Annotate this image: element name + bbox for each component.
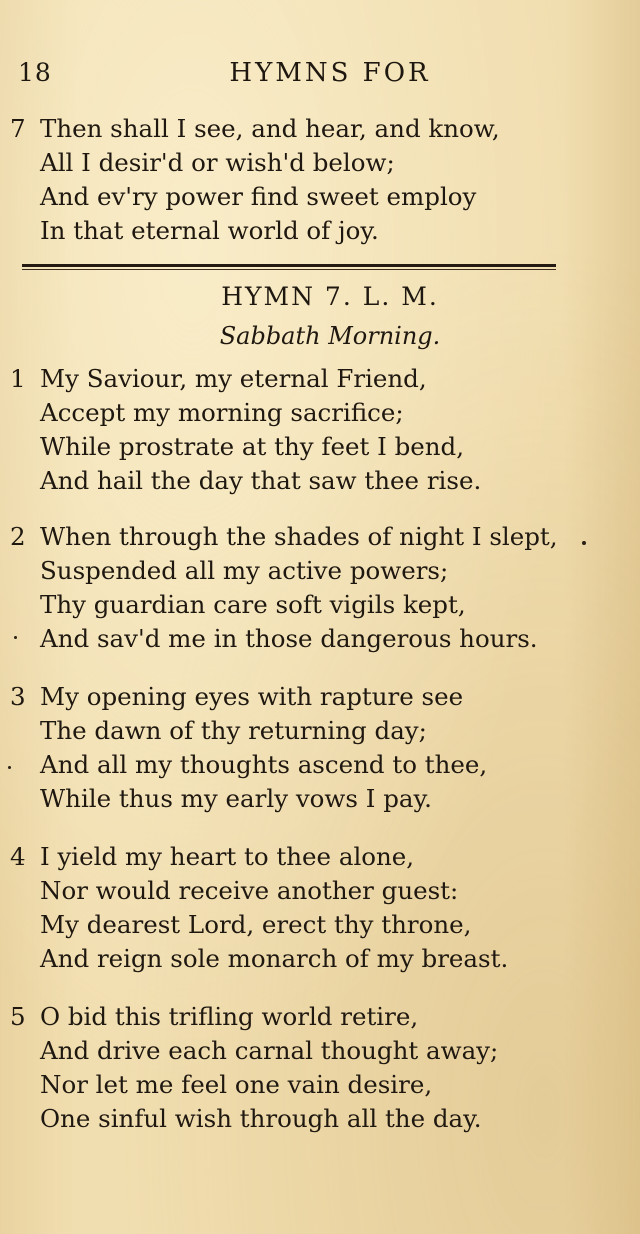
verse-text: Then shall I see, and hear, and know, <box>40 114 500 143</box>
verse-text: One sinful wish through all the day. <box>40 1104 482 1133</box>
verse-line <box>0 180 640 214</box>
verse-line <box>0 588 640 622</box>
stanza-number: 4 <box>10 842 26 871</box>
stanza-number: 5 <box>10 1002 26 1031</box>
stanza-2 <box>0 520 640 656</box>
verse-text: I yield my heart to thee alone, <box>40 842 415 871</box>
verse-text: All I desir'd or wish'd below; <box>40 148 395 177</box>
verse-text: Nor let me feel one vain desire, <box>40 1070 433 1099</box>
page-number: 18 <box>18 58 52 87</box>
verse-line <box>0 464 640 498</box>
verse-text: The dawn of thy returning day; <box>40 716 427 745</box>
running-title: HYMNS FOR <box>229 58 431 88</box>
verse-line <box>0 112 640 146</box>
running-head <box>0 58 640 94</box>
ink-speck <box>8 766 11 769</box>
verse-text: When through the shades of night I slept, <box>40 522 558 551</box>
stanza-3 <box>0 680 640 816</box>
stanza-number: 2 <box>10 522 26 551</box>
verse-text: And ev'ry power find sweet employ <box>40 182 477 211</box>
verse-line <box>0 362 640 396</box>
stanza-4 <box>0 840 640 976</box>
section-divider <box>22 264 556 267</box>
verse-text: My Saviour, my eternal Friend, <box>40 364 427 393</box>
verse-text: O bid this trifling world retire, <box>40 1002 419 1031</box>
verse-text: Thy guardian care soft vigils kept, <box>40 590 466 619</box>
verse-line <box>0 908 640 942</box>
verse-number: 7 <box>10 114 26 143</box>
ink-speck <box>14 636 17 639</box>
verse-line <box>0 554 640 588</box>
hymn-subtitle: Sabbath Morning. <box>219 322 441 350</box>
verse-text: While thus my early vows I pay. <box>40 784 432 813</box>
verse-text: My dearest Lord, erect thy throne, <box>40 910 472 939</box>
verse-text: And sav'd me in those dangerous hours. <box>40 624 538 653</box>
verse-line <box>0 748 640 782</box>
verse-line <box>0 680 640 714</box>
ink-speck <box>582 541 586 545</box>
verse-line <box>0 1000 640 1034</box>
verse-line <box>0 146 640 180</box>
verse-line <box>0 214 640 248</box>
stanza-5 <box>0 1000 640 1136</box>
verse-line <box>0 1102 640 1136</box>
verse-text: Suspended all my active powers; <box>40 556 449 585</box>
verse-line <box>0 396 640 430</box>
verse-text: Accept my morning sacrifice; <box>40 398 404 427</box>
verse-text: In that eternal world of joy. <box>40 216 379 245</box>
verse-line <box>0 520 640 554</box>
verse-text: And drive each carnal thought away; <box>40 1036 499 1065</box>
stanza-1 <box>0 362 640 498</box>
verse-text: And reign sole monarch of my breast. <box>40 944 509 973</box>
verse-text: My opening eyes with rapture see <box>40 682 464 711</box>
stanza-number: 3 <box>10 682 26 711</box>
hymn-heading: HYMN 7. L. M. <box>221 282 439 311</box>
verse-line <box>0 840 640 874</box>
verse-line <box>0 714 640 748</box>
verse-text: While prostrate at thy feet I bend, <box>40 432 465 461</box>
verse-line <box>0 782 640 816</box>
verse-7 <box>0 112 640 248</box>
verse-text: And hail the day that saw thee rise. <box>40 466 482 495</box>
verse-line <box>0 874 640 908</box>
verse-line <box>0 1034 640 1068</box>
verse-line <box>0 622 640 656</box>
verse-text: Nor would receive another guest: <box>40 876 459 905</box>
verse-line <box>0 1068 640 1102</box>
verse-text: And all my thoughts ascend to thee, <box>40 750 488 779</box>
stanza-number: 1 <box>10 364 26 393</box>
verse-line <box>0 430 640 464</box>
verse-line <box>0 942 640 976</box>
